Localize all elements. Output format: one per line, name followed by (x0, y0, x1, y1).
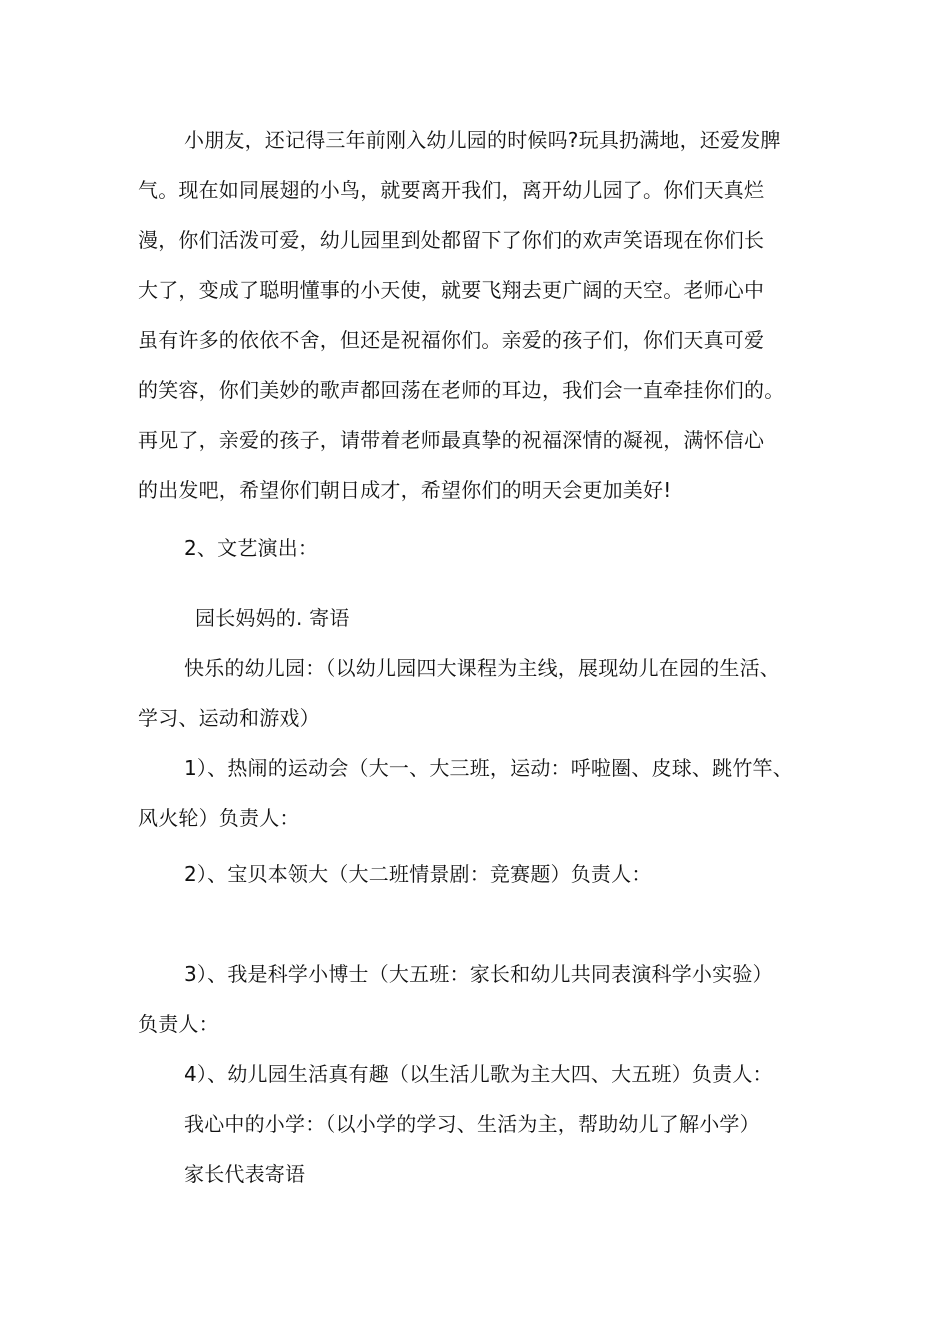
program-item-1: 1）、热闹的运动会（大一、大三班，运动：呼啦圈、皮球、跳竹竿、 (184, 756, 793, 780)
program-line: 快乐的幼儿园：（以幼儿园四大课程为主线，展现幼儿在园的生活、 (184, 656, 780, 680)
program-item-3-cont: 负责人： (138, 1012, 219, 1036)
paragraph-line: 的出发吧，希望你们朝日成才，希望你们的明天会更加美好! (138, 478, 672, 502)
principal-message-label: 园长妈妈的. 寄语 (195, 606, 350, 630)
program-item-1-cont: 风火轮）负责人： (138, 806, 300, 830)
paragraph-line: 气。现在如同展翅的小鸟，就要离开我们，离开幼儿园了。你们天真烂 (138, 178, 765, 202)
section-heading: 2、文艺演出： (184, 536, 319, 560)
program-primary-school: 我心中的小学：（以小学的学习、生活为主，帮助幼儿了解小学） (184, 1112, 760, 1136)
parent-message-label: 家长代表寄语 (184, 1162, 306, 1186)
program-item-3: 3）、我是科学小博士（大五班：家长和幼儿共同表演科学小实验） (184, 962, 773, 986)
paragraph-line: 小朋友，还记得三年前刚入幼儿园的时候吗?玩具扔满地，还爱发脾 (184, 128, 781, 152)
paragraph-line: 虽有许多的依依不舍，但还是祝福你们。亲爱的孩子们，你们天真可爱 (138, 328, 765, 352)
program-item-4: 4）、幼儿园生活真有趣（以生活儿歌为主大四、大五班）负责人： (184, 1062, 773, 1086)
program-item-2: 2）、宝贝本领大（大二班情景剧：竞赛题）负责人： (184, 862, 652, 886)
paragraph-line: 漫，你们活泼可爱，幼儿园里到处都留下了你们的欢声笑语现在你们长 (138, 228, 765, 252)
program-line: 学习、运动和游戏） (138, 706, 320, 730)
paragraph-line: 大了，变成了聪明懂事的小天使，就要飞翔去更广阔的天空。老师心中 (138, 278, 765, 302)
paragraph-line: 的笑容，你们美妙的歌声都回荡在老师的耳边，我们会一直牵挂你们的。 (138, 378, 785, 402)
paragraph-line: 再见了，亲爱的孩子，请带着老师最真挚的祝福深情的凝视，满怀信心 (138, 428, 765, 452)
